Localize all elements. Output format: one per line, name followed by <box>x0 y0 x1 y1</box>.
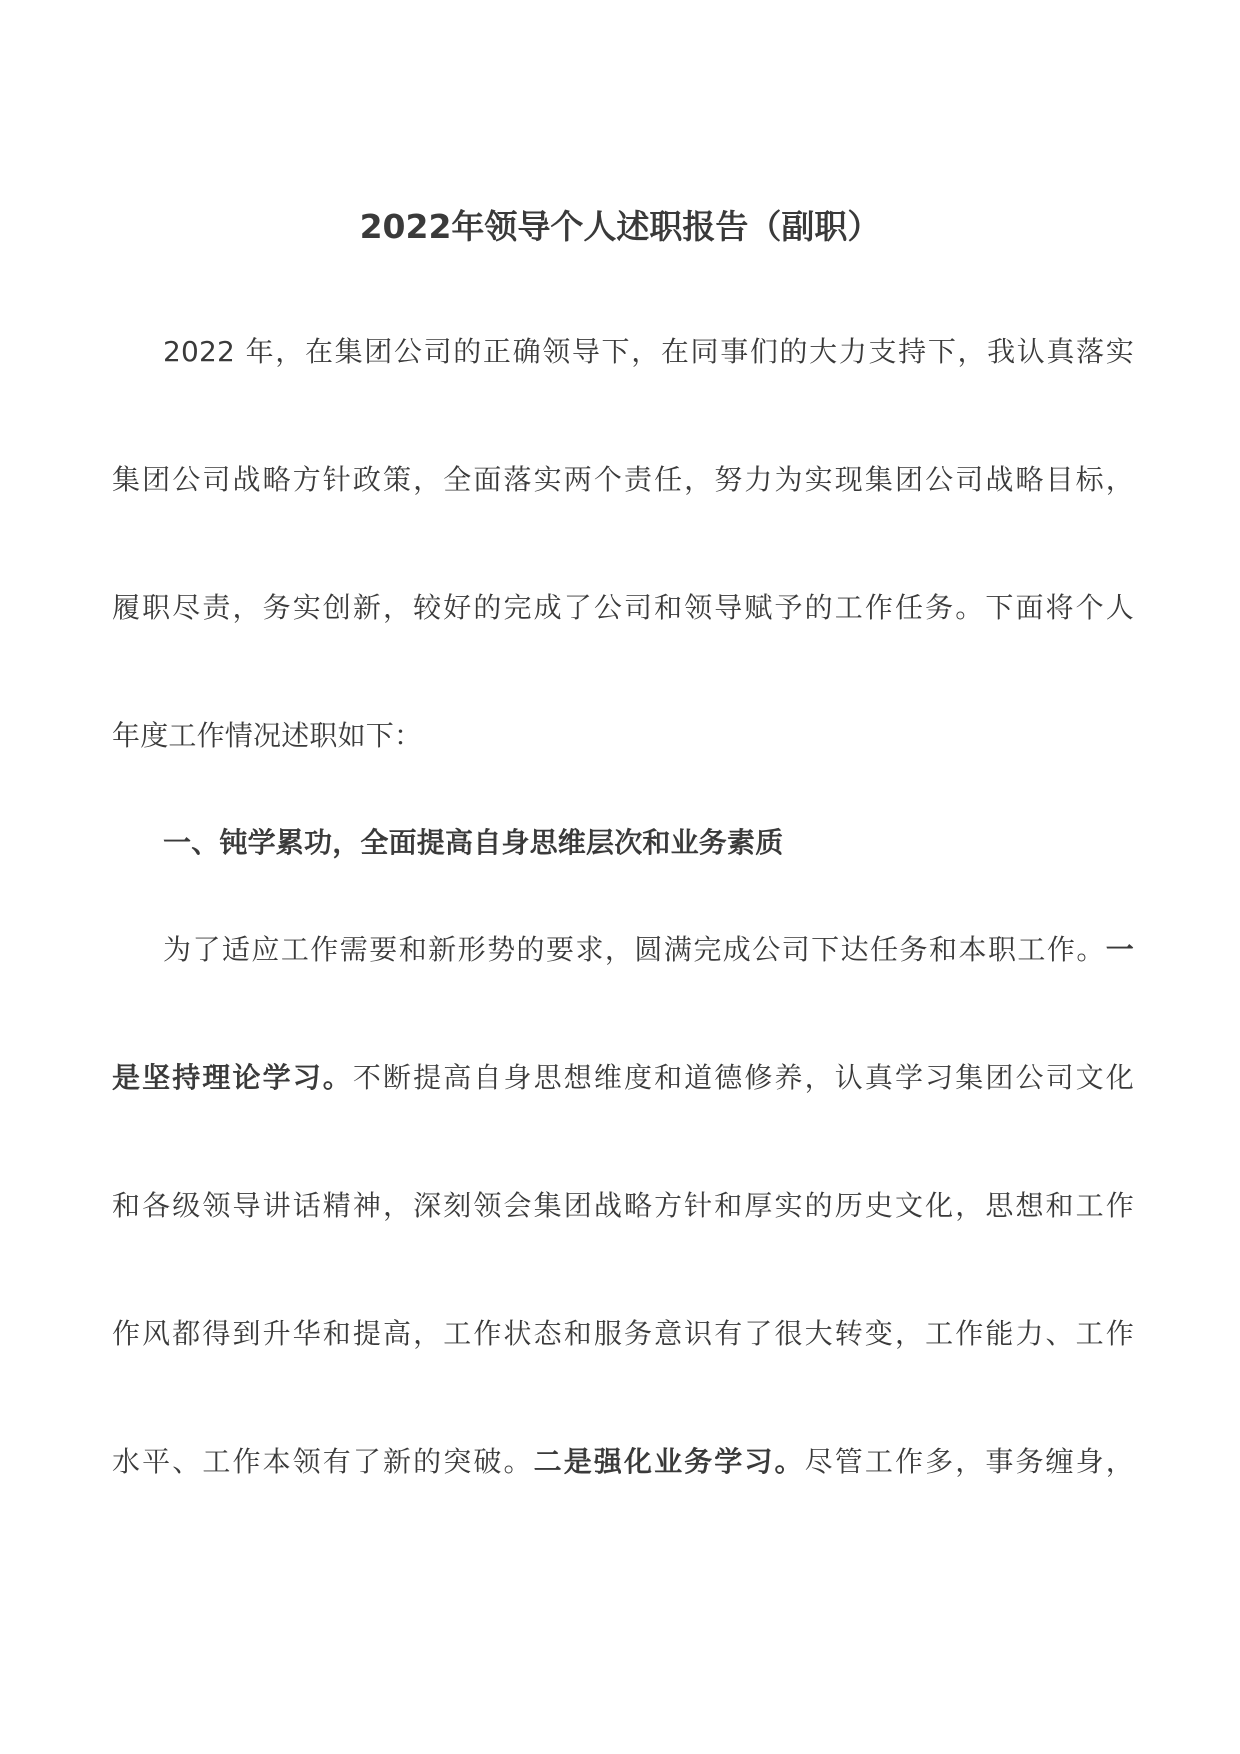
paragraph-line-3: 和各级领导讲话精神，深刻领会集团战略方针和厚实的历史文化，思想和工作 <box>112 1189 1134 1222</box>
paragraph-line-2 <box>112 1058 1134 1098</box>
paragraph-line-5 <box>112 1442 1134 1482</box>
paragraph-text: 尽管工作多，事务缠身， <box>804 1445 1134 1478</box>
intro-line-3: 履职尽责，务实创新，较好的完成了公司和领导赋予的工作任务。下面将个人 <box>112 591 1134 624</box>
section-heading: 一、钝学累功，全面提高自身思维层次和业务素质 <box>163 826 784 859</box>
intro-line-1: 2022 年，在集团公司的正确领导下，在同事们的大力支持下，我认真落实 <box>163 335 1134 368</box>
paragraph-bold-text: 是坚持理论学习。 <box>112 1061 353 1094</box>
paragraph-bold-text: 一 <box>1105 933 1134 966</box>
paragraph-text: 为了适应工作需要和新形势的要求，圆满完成公司下达任务和本职工作。 <box>163 933 1106 966</box>
paragraph-line-4: 作风都得到升华和提高，工作状态和服务意识有了很大转变，工作能力、工作 <box>112 1317 1134 1350</box>
paragraph-bold-text: 二是强化业务学习。 <box>533 1445 805 1478</box>
paragraph-line-1 <box>163 930 1134 970</box>
paragraph-text: 水平、工作本领有了新的突破。 <box>112 1445 534 1478</box>
intro-line-2: 集团公司战略方针政策，全面落实两个责任，努力为实现集团公司战略目标， <box>112 463 1134 496</box>
document-title: 2022年领导个人述职报告（副职） <box>359 207 881 246</box>
intro-line-4: 年度工作情况述职如下： <box>112 719 423 752</box>
paragraph-text: 不断提高自身思想维度和道德修养，认真学习集团公司文化 <box>352 1061 1134 1094</box>
